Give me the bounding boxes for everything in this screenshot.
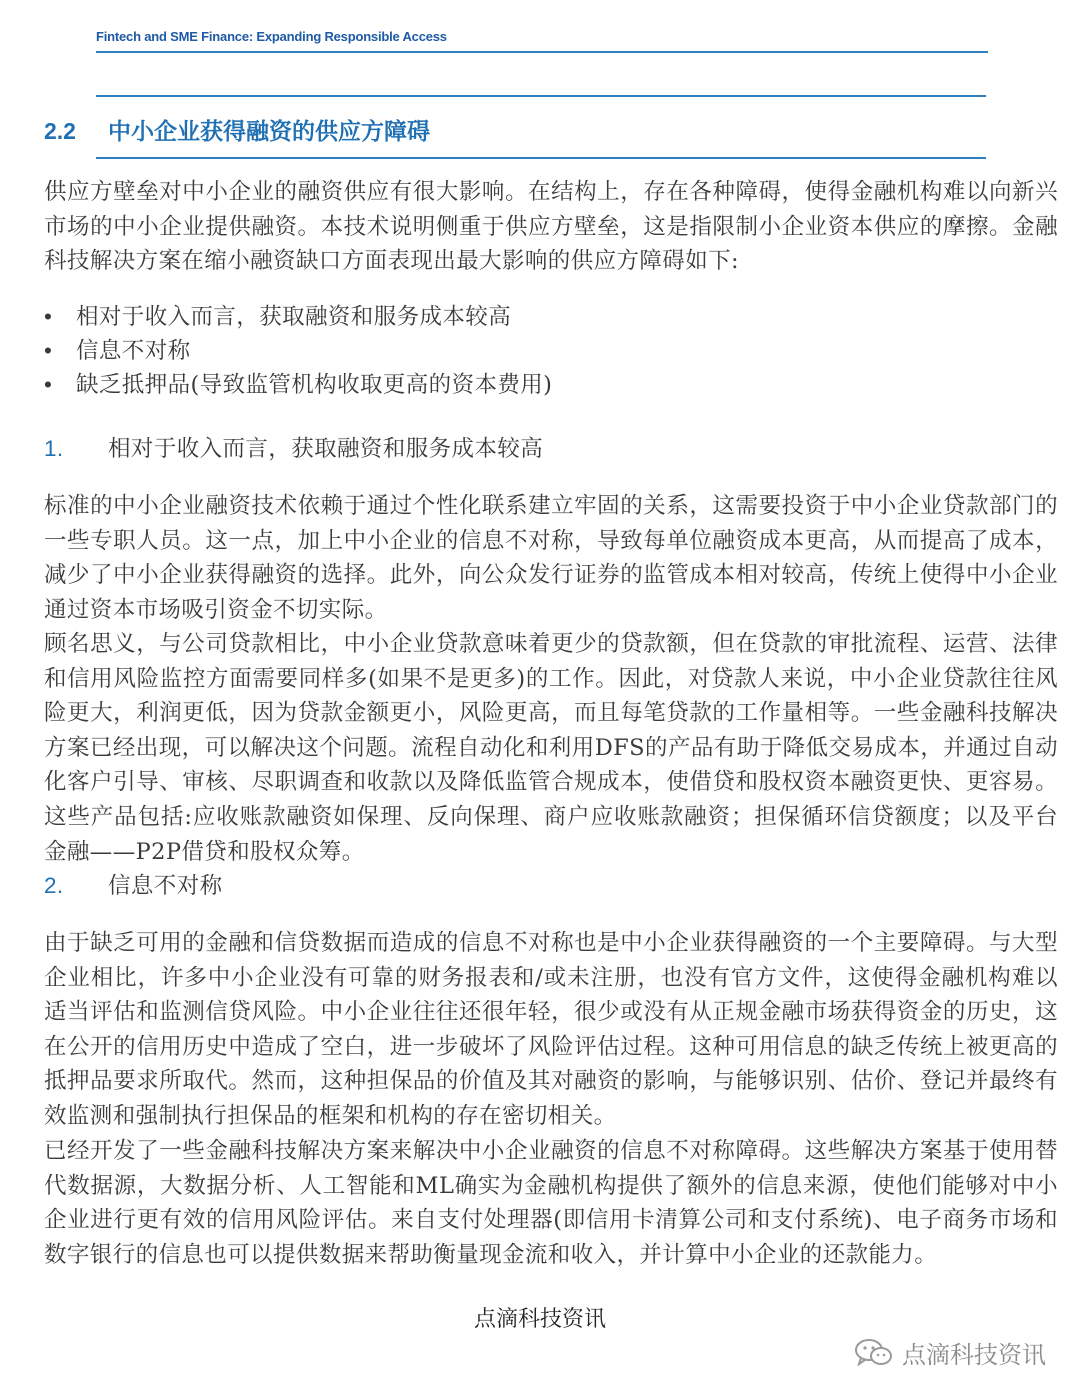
section-title: 中小企业获得融资的供应方障碍 [108,118,430,145]
subsection-1-number: 1. [44,436,64,461]
subsection-1-paragraph-2: 顾名思义，与公司贷款相比，中小企业贷款意味着更少的贷款额，但在贷款的审批流程、运营、法律和信用风险监控方面需要同样多(如果不是更多)的工作。因此，对贷款人来说，中小企业贷款往往风险更大，利润更低，因为贷款金额更小，风险更高，而且每笔贷款的工作量相等。一些金融科技解决方案已经出现，可以解决这个问题。流程自动化和利用DFS的产品有助于降低交易成本，并通过自动化客户引导、审核、尽职调查和收款以及降低监管合规成本，使借贷和股权资本融资更快、更容易。这些产品包括:应收账款融资如保理、反向保理、商户应收账款融资；担保循环信贷额度；以及平台金融——P2P借贷和股权众筹。 [44,631,1058,865]
watermark [854,1335,1046,1370]
subsection-2-title: 信息不对称 [108,873,223,899]
subsection-1-paragraph-1: 标准的中小企业融资技术依赖于通过个性化联系建立牢固的关系，这需要投资于中小企业贷款部门的一些专职人员。这一点，加上中小企业的信息不对称，导致每单位融资成本更高，从而提高了成本，减少了中小企业获得融资的选择。此外，向公众发行证券的监管成本相对较高，传统上使得中小企业通过资本市场吸引资金不切实际。 [44,493,1058,623]
subsection-1-title: 相对于收入而言，获取融资和服务成本较高 [108,436,544,462]
section-number: 2.2 [44,118,76,144]
intro-paragraph: 供应方壁垒对中小企业的融资供应有很大影响。在结构上，存在各种障碍，使得金融机构难以向新兴市场的中小企业提供融资。本技术说明侧重于供应方壁垒，这是指限制小企业资本供应的摩擦。金融科技解决方案在缩小融资缺口方面表现出最大影响的供应方障碍如下: [44,179,1058,275]
subsection-2-number: 2. [44,873,64,898]
subsection-1-heading [44,431,543,463]
barrier-list [44,300,552,402]
running-title: Fintech and SME Finance: Expanding Responsible Access [96,29,447,44]
wechat-icon [854,1338,894,1368]
source-label: 点滴科技资讯 [473,1307,606,1332]
list-item: • 相对于收入而言，获取融资和服务成本较高 [44,300,552,334]
list-item: • 缺乏抵押品(导致监管机构收取更高的资本费用) [44,368,552,402]
subsection-2-paragraph-2: 已经开发了一些金融科技解决方案来解决中小企业融资的信息不对称障碍。这些解决方案基于使用替代数据源，大数据分析、人工智能和ML确实为金融机构提供了额外的信息来源，使他们能够对中小企业进行更有效的信用风险评估。来自支付处理器(即信用卡清算公司和支付系统)、电子商务市场和数字银行的信息也可以提供数据来帮助衡量现金流和收入，并计算中小企业的还款能力。 [44,1138,1058,1268]
subsection-2-paragraph-1: 由于缺乏可用的金融和信贷数据而造成的信息不对称也是中小企业获得融资的一个主要障碍。与大型企业相比，许多中小企业没有可靠的财务报表和/或未注册，也没有官方文件，这使得金融机构难以适当评估和监测信贷风险。中小企业往往还很年轻，很少或没有从正规金融市场获得资金的历史，这在公开的信用历史中造成了空白，进一步破坏了风险评估过程。这种可用信息的缺乏传统上被更高的抵押品要求所取代。然而，这种担保品的价值及其对融资的影响，与能够识别、估价、登记并最终有效监测和强制执行担保品的框架和机构的存在密切相关。 [44,930,1058,1129]
section-divider-bottom [96,157,986,159]
header-divider [96,51,988,53]
subsection-2-heading [44,868,223,900]
section-divider-top [96,95,986,97]
section-heading [44,113,430,146]
watermark-text: 点滴科技资讯 [902,1341,1046,1369]
list-item: • 信息不对称 [44,334,552,368]
